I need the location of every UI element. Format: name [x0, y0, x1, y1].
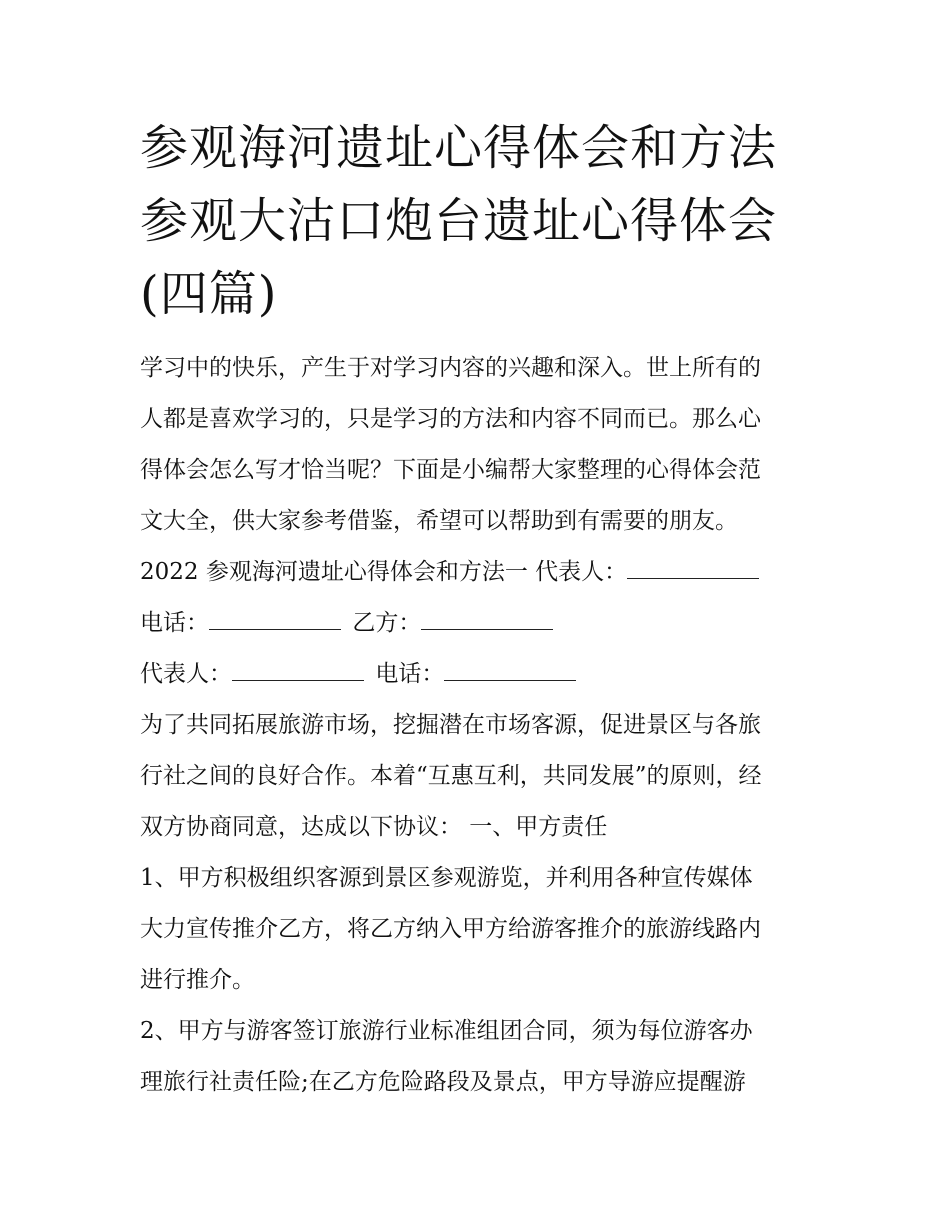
body-line: 为了共同拓展旅游市场，挖掘潜在市场客源，促进景区与各旅 — [140, 712, 761, 738]
document-body — [140, 343, 820, 1108]
body-line: 大力宣传推介乙方，将乙方纳入甲方给游客推介的旅游线路内 — [140, 916, 761, 942]
intro-line: 学习中的快乐，产生于对学习内容的兴趣和深入。世上所有的 — [140, 355, 761, 381]
body-line: 双方协商同意，达成以下协议： 一、甲方责任 — [140, 814, 608, 840]
title-line-3: (四篇) — [140, 266, 278, 322]
body-line: 2、甲方与游客签订旅游行业标准组团合同，须为每位游客办 — [140, 1018, 753, 1044]
intro-line: 人都是喜欢学习的，只是学习的方法和内容不同而已。那么心 — [140, 406, 761, 432]
intro-line: 文大全，供大家参考借鉴，希望可以帮助到有需要的朋友。 — [140, 508, 738, 534]
party-b-blank — [421, 605, 553, 630]
phone-blank — [209, 605, 341, 630]
rep-blank — [232, 656, 364, 681]
contract-rep-line — [140, 649, 820, 700]
contract-phone-line — [140, 598, 820, 649]
rep-label: 代表人： — [140, 661, 232, 687]
party-b-label: 乙方： — [352, 610, 422, 636]
title-line-2: 参观大沽口炮台遗址心得体会 — [140, 193, 778, 249]
contract-heading: 2022 参观海河遗址心得体会和方法一 代表人： — [140, 559, 628, 585]
intro-line: 得体会怎么写才恰当呢？下面是小编帮大家整理的心得体会范 — [140, 457, 761, 483]
phone-label-2: 电话： — [375, 661, 445, 687]
contract-heading-line — [140, 547, 820, 598]
document-title — [140, 112, 820, 331]
phone-blank-2 — [444, 656, 576, 681]
body-line: 行社之间的良好合作。本着“互惠互利，共同发展”的原则，经 — [140, 763, 762, 789]
body-line: 理旅行社责任险;在乙方危险路段及景点，甲方导游应提醒游 — [140, 1069, 746, 1095]
title-line-1: 参观海河遗址心得体会和方法 — [140, 120, 778, 176]
phone-label: 电话： — [140, 610, 209, 636]
representative-blank — [627, 554, 759, 579]
body-line: 进行推介。 — [140, 967, 255, 993]
document-page — [140, 112, 820, 1108]
body-line: 1、甲方积极组织客源到景区参观游览，并利用各种宣传媒体 — [140, 865, 753, 891]
